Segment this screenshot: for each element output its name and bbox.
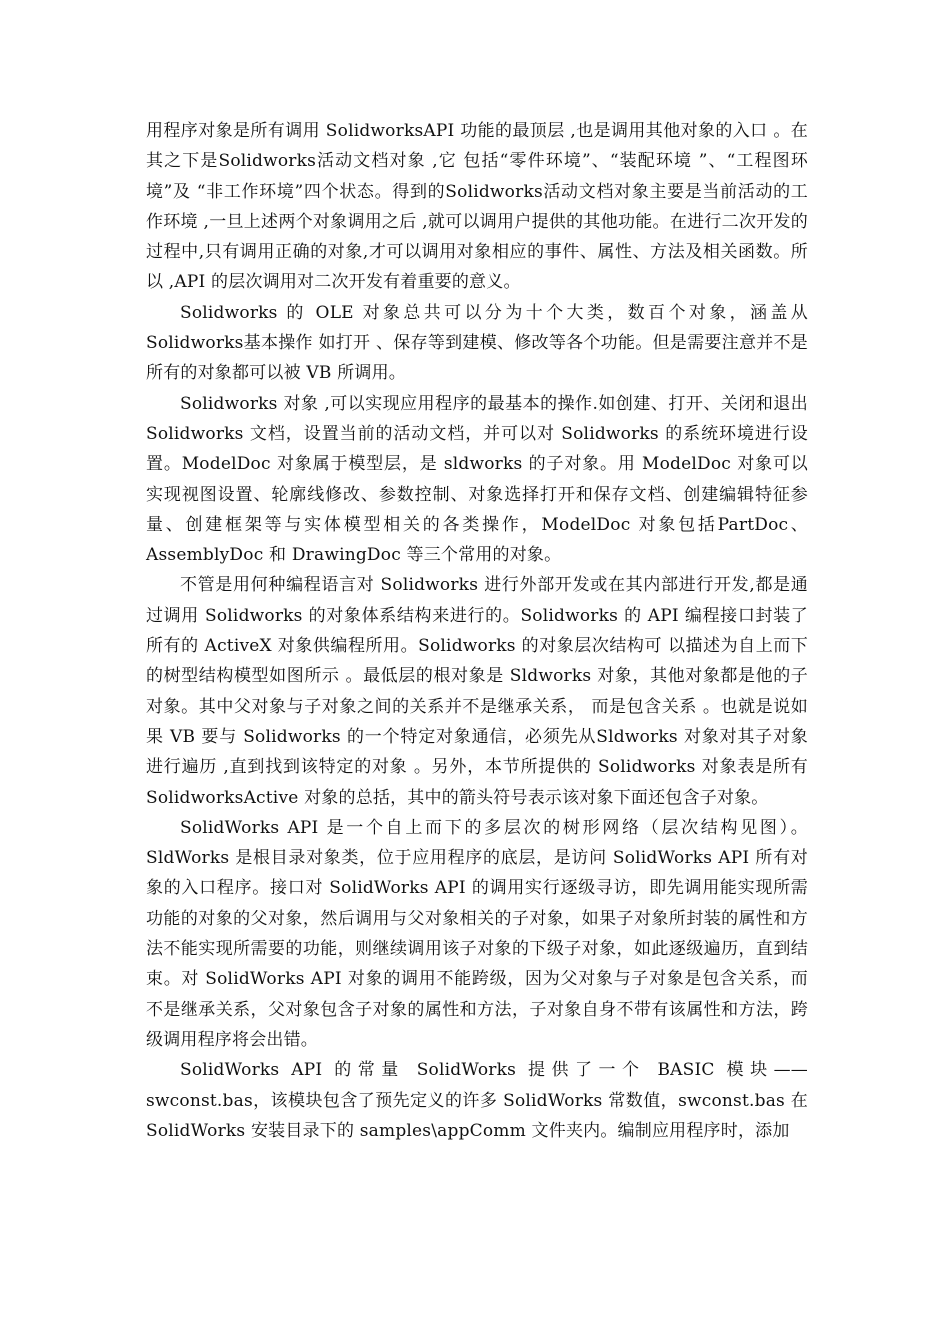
paragraph-solidworks-object: Solidworks 对象 ,可以实现应用程序的最基本的操作.如创建、打开、关闭和退出 Solidworks 文档，设置当前的活动文档，并可以对 Solidworks 的系统环境进行设置。ModelDoc 对象属于模型层，是 sldworks 的子对象。用 ModelDoc 对象可以 实现视图设置、轮廓线修改、参数控制、对象选择打开和保存文档、创建编辑特征参量、创建框架等与实体模型相关的各类操作，ModelDoc 对象包括PartDoc、AssemblyDoc 和 DrawingDoc 等三个常用的对象。 xyxy=(146,393,808,566)
paragraph-tree-network: SolidWorks API 是一个自上而下的多层次的树形网络（层次结构见图）。SldWorks 是根目录对象类，位于应用程序的底层，是访问 SolidWorks API 所有对象的入口程序。接口对 SolidWorks API 的调用实行逐级寻访，即先调用能实现所需功能的对象的父对象，然后调用与父对象相关的子对象，如果子对象所封装的属性和方法不能实现所需要的功能，则继续调用该子对象的下级子对象，如此逐级遍历，直到结束。对 SolidWorks API 对象的调用不能跨级，因为父对象与子对象是包含关系，而不是继承关系，父对象包含子对象的属性和方法，子对象自身不带有该属性和方法，跨级调用程序将会出错。 xyxy=(146,817,808,1050)
document-body xyxy=(146,116,808,1146)
paragraph-api-hierarchy-intro: 用程序对象是所有调用 SolidworksAPI 功能的最顶层 ,也是调用其他对象的入口 。在其之下是Solidworks活动文档对象 ,它 包括“零件环境”、“装配环境 ”、“工程图环境”及 “非工作环境”四个状态。得到的Solidworks活动文档对象主要是当前活动的工作环境 ,一旦上述两个对象调用之后 ,就可以调用户提供的其他功能。在进行二次开发的过程中,只有调用正确的对象,才可以调用对象相应的事件、属性、方法及相关函数。所以 ,API 的层次调用对二次开发有着重要的意义。 xyxy=(146,121,808,293)
paragraph-object-architecture: 不管是用何种编程语言对 Solidworks 进行外部开发或在其内部进行开发,都是通过调用 Solidworks 的对象体系结构来进行的。Solidworks 的 API 编程接口封装了所有的 ActiveX 对象供编程所用。Solidworks 的对象层次结构可 以描述为自上而下的树型结构模型如图所示 。最低层的根对象是 Sldworks 对象，其他对象都是他的子对象。其中父对象与子对象之间的关系并不是继承关系， 而是包含关系 。也就是说如果 VB 要与 Solidworks 的一个特定对象通信，必须先从Sldworks 对象对其子对象进行遍历 ,直到找到该特定的对象 。另外，本节所提供的 Solidworks 对象表是所有 SolidworksActive 对象的总括，其中的箭头符号表示该对象下面还包含子对象。 xyxy=(146,575,808,808)
paragraph-ole-objects: Solidworks 的 OLE 对象总共可以分为十个大类，数百个对象，涵盖从Solidworks基本操作 如打开 、保存等到建模、修改等各个功能。但是需要注意并不是所有的对象都可以被 VB 所调用。 xyxy=(146,302,808,384)
paragraph-api-constants: SolidWorks API 的常量 SolidWorks 提供了一个 BASIC 模块——swconst.bas，该模块包含了预先定义的许多 SolidWorks 常数值，swconst.bas 在SolidWorks 安装目录下的 samples\appComm 文件夹内。编制应用程序时，添加 xyxy=(146,1060,808,1141)
